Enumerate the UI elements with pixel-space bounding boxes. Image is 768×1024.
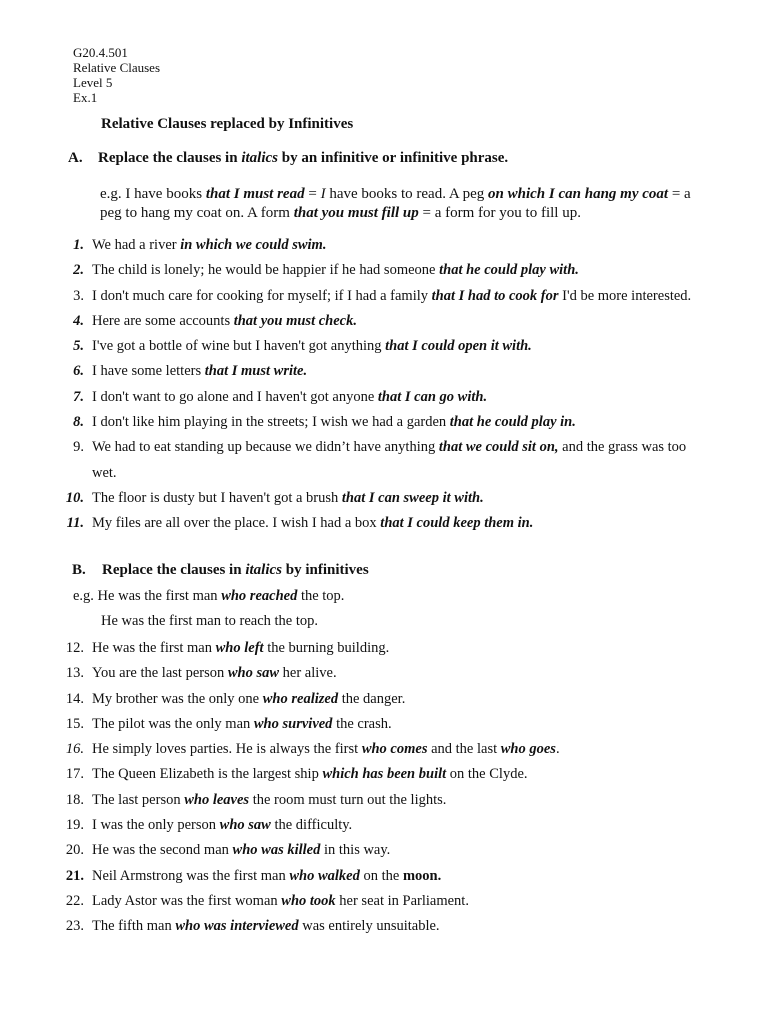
section-b-instruction-pre: Replace the clauses in [102, 562, 246, 578]
italic-clause: who saw [227, 665, 280, 682]
section-a-instruction-pre: Replace the clauses in [98, 150, 242, 166]
exercise-item [0, 889, 768, 914]
text-fragment: . [555, 741, 560, 758]
italic-clause: who goes [500, 741, 556, 758]
exercise-item [0, 385, 768, 410]
section-b-instruction-post: by infinitives [282, 562, 369, 578]
exercise-item [0, 258, 768, 283]
item-number: 13. [65, 665, 84, 682]
text-fragment: I [320, 186, 326, 202]
page-title: Relative Clauses replaced by Infinitives [101, 116, 354, 132]
document-code: G20.4.501 [73, 45, 128, 60]
italic-clause: that he could play with. [439, 262, 579, 279]
text-fragment: the top. [297, 588, 345, 604]
exercise-item [0, 838, 768, 863]
text-fragment: Lady Astor was the first woman [92, 892, 282, 909]
italic-clause: in which we could swim. [180, 237, 327, 253]
italic-clause: who survived [253, 715, 333, 732]
italic-clause: that I must write. [204, 363, 308, 380]
section-b-list [0, 636, 768, 940]
text-fragment: I don't much care for cooking for myself; if I had a family [92, 287, 432, 304]
section-b-heading [72, 562, 369, 579]
item-number: 23. [65, 918, 84, 935]
text-fragment: The floor is dusty but I haven't got a brush [92, 489, 342, 506]
exercise-item [0, 788, 768, 813]
item-text [92, 838, 692, 863]
text-fragment: the burning building. [263, 640, 390, 656]
item-number: 1. [73, 237, 84, 253]
exercise-item [0, 712, 768, 737]
item-text [92, 309, 692, 334]
italic-clause: on which I can hang my coat [488, 186, 669, 202]
section-b-example-line2: He was the first man to reach the top. [101, 613, 319, 629]
item-number: 20. [65, 842, 84, 859]
item-text [92, 284, 692, 309]
text-fragment: the crash. [332, 715, 392, 732]
item-number: 3. [73, 287, 84, 304]
item-number: 15. [65, 715, 84, 732]
item-text [92, 435, 692, 486]
text-fragment: I'd be more interested. [558, 287, 692, 304]
section-a-example [100, 185, 700, 223]
exercise-item [0, 813, 768, 838]
item-text [92, 762, 692, 787]
italic-clause: that I had to cook for [431, 287, 559, 304]
italic-clause: which has been built [322, 766, 447, 783]
section-a-letter: A. [68, 150, 83, 166]
item-number: 9. [73, 439, 84, 456]
document-topic: Relative Clauses [73, 60, 161, 75]
italic-clause: that you must fill up [293, 205, 419, 221]
exercise-item [0, 511, 768, 536]
text-fragment: = a peg to hang my coat on. A form [100, 186, 691, 221]
text-fragment: He was the second man [92, 842, 233, 859]
section-a-list [0, 233, 768, 537]
item-text [92, 233, 692, 258]
document-header [73, 45, 160, 105]
exercise-item [0, 737, 768, 762]
exercise-item [0, 233, 768, 258]
item-text [92, 788, 692, 813]
italic-clause: that I could open it with. [385, 338, 532, 355]
section-a-heading [68, 150, 508, 167]
text-fragment: = [304, 186, 321, 202]
text-fragment: He was the first man [92, 640, 216, 656]
italic-clause: who walked [289, 867, 360, 884]
text-fragment: I don't like him playing in the streets; I wish we had a garden [92, 414, 450, 431]
item-text [92, 359, 692, 384]
text-fragment: The pilot was the only man [92, 715, 254, 732]
text-fragment: The fifth man [92, 918, 176, 935]
exercise-item [0, 864, 768, 889]
italic-clause: that you must check. [233, 312, 357, 329]
item-text [92, 889, 692, 914]
text-fragment: The Queen Elizabeth is the largest ship [92, 766, 323, 783]
item-text [92, 712, 692, 737]
item-number: 5. [73, 338, 84, 355]
exercise-item [0, 435, 768, 486]
italic-clause: who was interviewed [175, 918, 299, 935]
text-fragment: was entirely unsuitable. [298, 918, 440, 935]
item-number: 14. [65, 690, 84, 707]
exercise-item [0, 410, 768, 435]
text-fragment: The child is lonely; he would be happier if he had someone [92, 262, 440, 279]
italic-clause: who leaves [184, 791, 250, 808]
exercise-item [0, 661, 768, 686]
item-text [92, 864, 692, 889]
document-exercise: Ex.1 [73, 90, 98, 105]
italic-clause: that I must read [205, 186, 305, 202]
italic-clause: who saw [219, 817, 271, 834]
text-fragment: e.g. He was the first man [73, 588, 222, 604]
italic-clause: that I could keep them in. [380, 515, 534, 532]
text-fragment: the difficulty. [270, 817, 353, 834]
text-fragment: I have some letters [92, 363, 205, 380]
text-fragment: e.g. I have books [100, 186, 206, 202]
item-number: 22. [65, 892, 84, 909]
section-a-instruction-italic: italics [241, 150, 278, 166]
item-number: 7. [73, 388, 84, 405]
item-text [92, 486, 692, 511]
item-number: 16. [65, 741, 84, 758]
italic-clause: who was killed [232, 842, 321, 859]
item-number: 8. [73, 414, 84, 431]
item-number: 19. [65, 817, 84, 834]
italic-clause: who took [281, 892, 336, 909]
text-fragment: He simply loves parties. He is always the first [92, 741, 362, 758]
text-fragment: = a form for you to fill up. [418, 205, 581, 221]
exercise-item [0, 334, 768, 359]
text-fragment: My brother was the only one [92, 690, 263, 707]
text-fragment: the room must turn out the lights. [249, 791, 447, 808]
italic-clause: who left [215, 640, 264, 656]
item-number: 4. [73, 312, 84, 329]
text-fragment: I've got a bottle of wine but I haven't got anything [92, 338, 386, 355]
exercise-item [0, 636, 768, 661]
text-fragment: I was the only person [92, 817, 220, 834]
italic-clause: that he could play in. [449, 414, 576, 431]
item-text [92, 737, 692, 762]
text-fragment: have books to read. A peg [325, 186, 489, 202]
text-fragment: The last person [92, 791, 185, 808]
item-number: 17. [65, 766, 84, 783]
text-fragment: Neil Armstrong was the first man [92, 867, 290, 884]
item-text [92, 511, 692, 536]
exercise-item [0, 762, 768, 787]
document-level: Level 5 [73, 75, 113, 90]
exercise-item [0, 687, 768, 712]
exercise-item [0, 359, 768, 384]
text-fragment: the danger. [338, 690, 406, 707]
item-number: 21. [65, 867, 84, 884]
item-number: 18. [65, 791, 84, 808]
italic-clause: who comes [361, 741, 428, 758]
text-fragment: in this way. [320, 842, 391, 859]
text-fragment: I don't want to go alone and I haven't got anyone [92, 388, 378, 405]
text-fragment: You are the last person [92, 665, 228, 682]
italic-clause: who reached [221, 588, 298, 604]
text-fragment: My files are all over the place. I wish I had a box [92, 515, 381, 532]
item-text [92, 813, 692, 838]
text-fragment: moon. [402, 867, 442, 884]
section-b-letter: B. [72, 562, 86, 578]
text-fragment: and the last [427, 741, 501, 758]
text-fragment: on the Clyde. [446, 766, 528, 783]
section-a-instruction-post: by an infinitive or infinitive phrase. [278, 150, 509, 166]
exercise-item [0, 309, 768, 334]
item-text [92, 661, 692, 686]
italic-clause: that I can sweep it with. [341, 489, 484, 506]
text-fragment: We had a river [92, 237, 181, 253]
text-fragment: her seat in Parliament. [335, 892, 469, 909]
section-b-instruction-italic: italics [245, 562, 282, 578]
italic-clause: that I can go with. [377, 388, 488, 405]
item-text [92, 334, 692, 359]
text-fragment: her alive. [279, 665, 337, 682]
item-number: 11. [66, 515, 84, 532]
item-text [92, 385, 692, 410]
item-number: 2. [73, 262, 84, 279]
exercise-item [0, 284, 768, 309]
item-text [92, 687, 692, 712]
text-fragment: on the [359, 867, 403, 884]
text-fragment: and the grass was too wet. [92, 439, 687, 481]
item-number: 6. [73, 363, 84, 380]
italic-clause: that we could sit on, [438, 439, 559, 456]
item-text [92, 258, 692, 283]
section-b-example-line1 [73, 588, 344, 605]
item-text [92, 914, 692, 939]
exercise-item [0, 486, 768, 511]
exercise-item [0, 914, 768, 939]
item-number: 10. [65, 489, 84, 506]
item-text [92, 410, 692, 435]
text-fragment: Here are some accounts [92, 312, 234, 329]
italic-clause: who realized [262, 690, 339, 707]
item-text [92, 636, 692, 661]
text-fragment: We had to eat standing up because we didn’t have anything [92, 439, 439, 456]
item-number: 12. [65, 640, 84, 656]
